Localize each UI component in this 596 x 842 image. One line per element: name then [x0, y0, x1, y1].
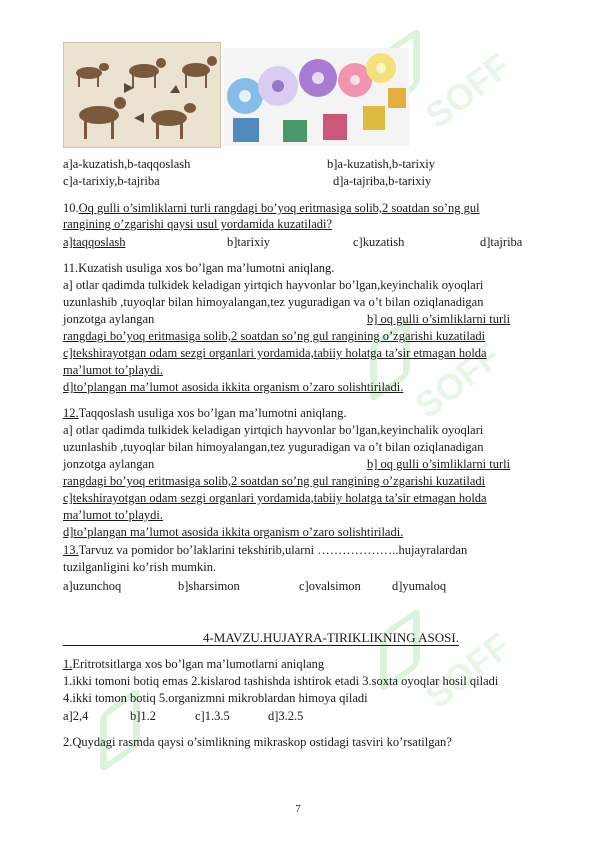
q13-option-c: c]ovalsimon	[299, 579, 361, 593]
q11-option-a-line2: uzunlashib ,tuyoqlar bilan himoyalangan,tez yuguradigan va o’t bilan oziqlanadigan	[63, 295, 484, 309]
option-c: c]a-tarixiy,b-tajriba	[63, 174, 160, 188]
t1-option-c: c]1.3.5	[195, 709, 230, 723]
t1-option-a: a]2,4	[63, 709, 89, 723]
t1-option-d: d]3.2.5	[268, 709, 304, 723]
q11-option-b-line1: b] oq gulli o’simliklarni turli	[367, 312, 511, 326]
topic-heading: 4-MAVZU.HUJAYRA-TIRIKLIKNING ASOSI.	[63, 630, 459, 646]
question-13-line2: tuzilganligini ko’rish mumkin.	[63, 560, 217, 574]
q12-option-b-line1: b] oq gulli o’simliklarni turli	[367, 457, 511, 471]
topic-question-1-items: 1.ikki tomoni botiq emas 2.kislarod tashishda ishtirok etadi 3.soxta oyoqlar hosil qiladi	[63, 674, 499, 688]
q12-option-a-line1: a] otlar qadimda tulkidek keladigan yirtqich hayvonlar bo’lgan,keyinchalik oyoqlari	[63, 423, 484, 437]
topic-question-2: 2.Quydagi rasmda qaysi o’simlikning mikraskop ostidagi tasviri ko’rsatilgan?	[63, 735, 452, 749]
q11-option-b-line2: rangdagi bo’yoq eritmasiga solib,2 soatdan so’ng gul rangining o’zgarishi kuzatiladi	[63, 329, 486, 343]
q12-option-a-line3: jonzotga aylangan	[63, 457, 155, 471]
q13-option-d: d]yumaloq	[392, 579, 447, 593]
q11-option-a-line3: jonzotga aylangan	[63, 312, 155, 326]
question-11: 11.Kuzatish usuliga xos bo’lgan ma’lumotni aniqlang.	[63, 261, 335, 275]
q10-option-d: d]tajriba	[480, 235, 523, 249]
q12-option-c-line1: c]tekshirayotgan odam sezgi organlari yordamida,tabiiy holatga ta’sir etmagan holda	[63, 491, 487, 505]
q11-option-d: d]to’plangan ma’lumot asosida ikkita organism o’zaro solishtiriladi.	[63, 380, 404, 394]
q11-option-a-line1: a] otlar qadimda tulkidek keladigan yirtqich hayvonlar bo’lgan,keyinchalik oyoqlari	[63, 278, 484, 292]
q10-option-c: c]kuzatish	[353, 235, 405, 249]
option-d: d]a-tajriba,b-tarixiy	[333, 174, 432, 188]
option-b: b]a-kuzatish,b-tarixiy	[327, 157, 435, 171]
topic-question-1-items2: 4.ikki tomon botiq 5.organizmni mikroblardan himoya qiladi	[63, 691, 368, 705]
topic-question-1: 1.Eritrotsitlarga xos bo’lgan ma’lumotlarni aniqlang	[63, 657, 325, 671]
page-number: 7	[295, 803, 301, 815]
question-12: 12.Taqqoslash usuliga xos bo’lgan ma’lumotni aniqlang.	[63, 406, 347, 420]
horse-evolution-image	[63, 42, 221, 148]
t1-option-b: b]1.2	[130, 709, 157, 723]
q13-option-b: b]sharsimon	[178, 579, 240, 593]
question-13: 13.Tarvuz va pomidor bo’laklarini tekshirib,ularni ………………..hujayralardan	[63, 543, 468, 557]
q11-option-c-line1: c]tekshirayotgan odam sezgi organlari yordamida,tabiiy holatga ta’sir etmagan holda	[63, 346, 487, 360]
q10-option-a: a]taqqoslash	[63, 235, 126, 249]
q12-option-c-line2: ma’lumot to’playdi.	[63, 508, 163, 522]
option-a: a]a-kuzatish,b-taqqoslash	[63, 157, 191, 171]
q13-option-a: a]uzunchoq	[63, 579, 122, 593]
q12-option-b-line2: rangdagi bo’yoq eritmasiga solib,2 soatdan so’ng gul rangining o’zgarishi kuzatiladi	[63, 474, 486, 488]
question-10: 10.Oq gulli o’simliklarni turli rangdagi bo’yoq eritmasiga solib,2 soatdan so’ng gul	[63, 201, 480, 215]
document-page: SOFF SOFF SOFF a]a-kuzatish,b-taqqoslash b]a-kuzatish,b-tarixiy c]a-tarixiy,b-tajriba d]a-tajriba,b-tarixiy 10.Oq gulli o’simliklarni turli rangdagi bo’yoq eritmasiga solib,2 soatdan so’ng gul rangining o’zgarishi qaysi usul yordamida kuzatiladi? a]taqqoslash b]tarixiy c]kuzatish d]tajriba 11.Kuzatish usuliga xos bo’lgan ma’lumotni aniqlang. a] otlar qadimda tulkidek keladigan yirtqich hayvonlar bo’lgan,keyinchalik oyoqlari uzunlashib ,tuyoqlar bilan himoyalangan,tez yuguradigan va o’t bilan oziqlanadigan jonzotga aylangan b] oq gulli o’simliklarni turli rangdagi bo’yoq eritmasiga solib,2 soatdan so’ng gul rangining o’zgarishi kuzatiladi c]tekshirayotgan odam sezgi organlari yordamida,tabiiy holatga ta’sir etmagan holda ma’lumot to’playdi. d]to’plangan ma’lumot asosida ikkita organism o’zaro solishtiriladi. 12.Taqqoslash usuliga xos bo’lgan ma’lumotni aniqlang. a] otlar qadimda tulkidek keladigan yirtqich hayvonlar bo’lgan,keyinchalik oyoqlari uzunlashib ,tuyoqlar bilan himoyalangan,tez yuguradigan va o’t bilan oziqlanadigan jonzotga aylangan b] oq gulli o’simliklarni turli rangdagi bo’yoq eritmasiga solib,2 soatdan so’ng gul rangining o’zgarishi kuzatiladi c]tekshirayotgan odam sezgi organlari yordamida,tabiiy holatga ta’sir etmagan holda ma’lumot to’playdi. d]to’plangan ma’lumot asosida ikkita organism o’zaro solishtiriladi. 13.Tarvuz va pomidor bo’laklarini tekshirib,ularni ………………..hujayralardan tuzilganligini ko’rish mumkin. a]uzunchoq b]sharsimon c]ovalsimon d]yumaloq 4-MAVZU.HUJAYRA-TIRIKLIKNING ASOSI. 1.Eritrotsitlarga xos bo’lgan ma’lumotlarni aniqlang 1.ikki tomoni botiq emas 2.kislarod tashishda ishtirok etadi 3.soxta oyoqlar hosil qiladi 4.ikki tomon botiq 5.organizmni mikroblardan himoya qiladi a]2,4 b]1.2 c]1.3.5 d]3.2.5 2.Quydagi rasmda qaysi o’simlikning mikraskop ostidagi tasviri ko’rsatilgan? 7	[0, 0, 596, 842]
q11-option-c-line2: ma’lumot to’playdi.	[63, 363, 163, 377]
colored-flowers-image	[223, 48, 409, 146]
question-10-line2: rangining o’zgarishi qaysi usul yordamida kuzatiladi?	[63, 217, 333, 231]
q10-option-b: b]tarixiy	[227, 235, 271, 249]
q12-option-a-line2: uzunlashib ,tuyoqlar bilan himoyalangan,tez yuguradigan va o’t bilan oziqlanadigan	[63, 440, 484, 454]
q12-option-d: d]to’plangan ma’lumot asosida ikkita organism o’zaro solishtiriladi.	[63, 525, 404, 539]
